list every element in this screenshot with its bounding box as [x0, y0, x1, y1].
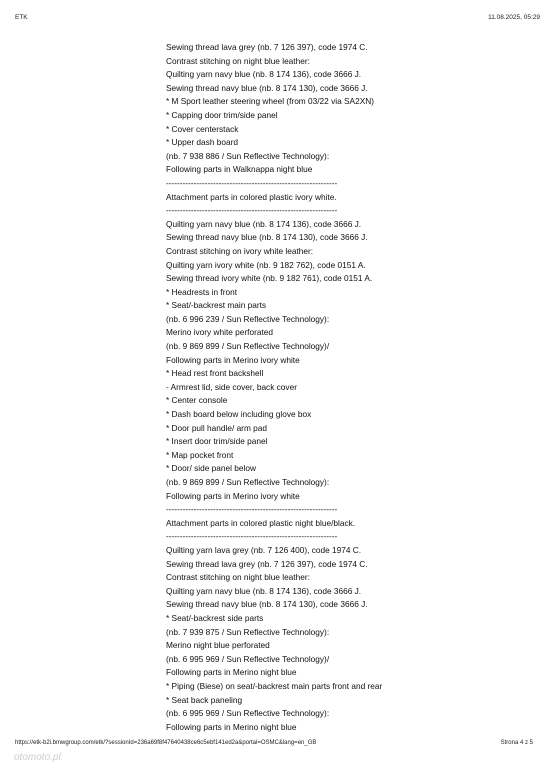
text-line: (nb. 9 869 899 / Sun Reflective Technology)/	[166, 341, 330, 352]
text-line: * Center console	[166, 395, 228, 406]
text-line: Sewing thread navy blue (nb. 8 174 130), code 3666 J.	[166, 599, 368, 610]
text-line: * M Sport leather steering wheel (from 03/22 via SA2XN)	[166, 96, 374, 107]
text-line: (nb. 6 996 239 / Sun Reflective Technology):	[166, 313, 330, 324]
text-line: * Upper dash board	[166, 137, 238, 148]
text-line: Contrast stitching on ivory white leather:	[166, 245, 314, 256]
text-line: * Seat back paneling	[166, 694, 243, 705]
text-line: (nb. 7 939 875 / Sun Reflective Technology):	[166, 626, 330, 637]
text-line: Quilting yarn navy blue (nb. 8 174 136), code 3666 J.	[166, 69, 362, 80]
text-line: Merino ivory white perforated	[166, 327, 273, 338]
document-body	[166, 41, 466, 734]
text-line: Sewing thread ivory white (nb. 9 182 761), code 0151 A.	[166, 273, 373, 284]
text-line: - Armrest lid, side cover, back cover	[166, 381, 297, 392]
text-line: Following parts in Merino ivory white	[166, 354, 300, 365]
text-line: Sewing thread navy blue (nb. 8 174 130), code 3666 J.	[166, 232, 368, 243]
text-line: Following parts in Merino night blue	[166, 667, 297, 678]
text-line: Quilting yarn ivory white (nb. 9 182 762), code 0151 A.	[166, 259, 366, 270]
text-line: Sewing thread lava grey (nb. 7 126 397), code 1974 C.	[166, 42, 368, 52]
watermark-logo: otomoto.pl	[14, 752, 61, 763]
text-line: Sewing thread lava grey (nb. 7 126 397), code 1974 C.	[166, 558, 368, 569]
text-line: * Piping (Biese) on seat/-backrest main parts front and rear	[166, 680, 383, 691]
text-line: * Door pull handle/ arm pad	[166, 422, 268, 433]
text-line: Contrast stitching on night blue leather:	[166, 55, 310, 66]
text-line: Quilting yarn navy blue (nb. 8 174 136), code 3666 J.	[166, 218, 362, 229]
text-line: Quilting yarn navy blue (nb. 8 174 136), code 3666 J.	[166, 585, 362, 596]
text-line: Following parts in Merino night blue	[166, 721, 297, 732]
text-line: Merino night blue perforated	[166, 640, 270, 651]
text-line: Following parts in Walknappa night blue	[166, 164, 313, 175]
text-line: (nb. 7 938 886 / Sun Reflective Technology):	[166, 150, 330, 161]
text-line: Quilting yarn lava grey (nb. 7 126 400), code 1974 C.	[166, 544, 362, 555]
text-line: Attachment parts in colored plastic ivory white.	[166, 191, 337, 202]
text-line: * Headrests in front	[166, 286, 238, 297]
print-footer-url: https://etk-b2i.bmwgroup.com/etk/?sessionId=236a69f8f47640438ce6c5ebf141ed2a&portal=OSMC&lang=en_GB	[15, 740, 317, 746]
text-line: (nb. 6 995 969 / Sun Reflective Technology):	[166, 708, 330, 719]
text-line: * Dash board below including glove box	[166, 409, 312, 420]
print-header-timestamp: 11.08.2025, 05:29	[488, 14, 540, 21]
text-line: * Cover centerstack	[166, 123, 239, 134]
text-line: * Seat/-backrest main parts	[166, 300, 267, 311]
text-line: * Capping door trim/side panel	[166, 109, 278, 120]
text-line: Following parts in Merino ivory white	[166, 490, 300, 501]
text-line: Attachment parts in colored plastic night blue/black.	[166, 517, 356, 528]
text-line: * Door/ side panel below	[166, 463, 256, 474]
text-line: * Insert door trim/side panel	[166, 436, 268, 447]
print-header-title: ETK	[15, 14, 28, 21]
text-line: Contrast stitching on night blue leather:	[166, 572, 310, 583]
text-line: (nb. 6 995 969 / Sun Reflective Technology)/	[166, 653, 330, 664]
separator-line: --------------------------------------------------------------	[166, 504, 338, 515]
text-line: * Map pocket front	[166, 449, 234, 460]
print-footer-page-number: Strona 4 z 5	[500, 740, 533, 746]
text-line: * Seat/-backrest side parts	[166, 612, 264, 623]
separator-line: --------------------------------------------------------------	[166, 205, 338, 216]
separator-line: --------------------------------------------------------------	[166, 531, 338, 542]
text-line: Sewing thread navy blue (nb. 8 174 130), code 3666 J.	[166, 82, 368, 93]
text-line: (nb. 9 869 899 / Sun Reflective Technology):	[166, 477, 330, 487]
separator-line: --------------------------------------------------------------	[166, 177, 338, 188]
text-line: * Head rest front backshell	[166, 368, 264, 379]
